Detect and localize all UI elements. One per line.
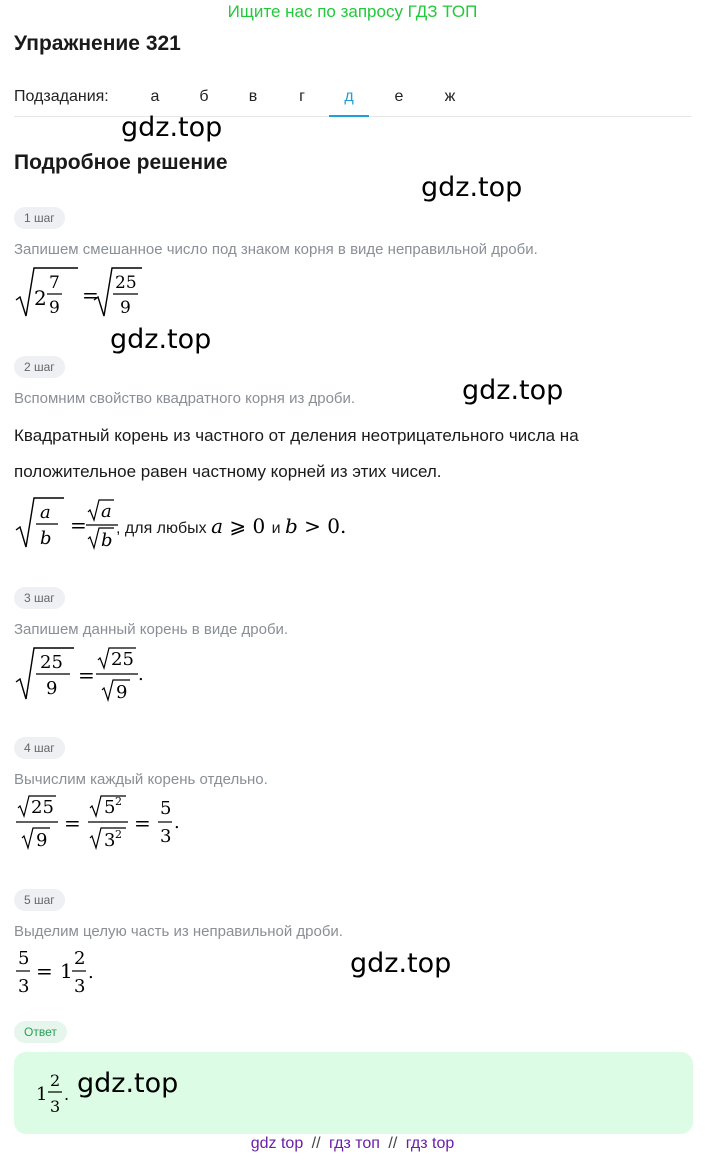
svg-text:=: = [64,811,81,835]
formula-step-3 [14,644,154,706]
step-badge: 2 шаг [14,356,65,378]
subtask-label: Подзадания: [14,88,109,105]
svg-text:=: = [82,283,99,307]
formula-step-5 [14,944,114,1000]
watermark: gdz.top [462,375,564,406]
svg-text:5: 5 [18,948,30,969]
tab-b[interactable]: б [199,88,209,105]
formula-condition-and: и [271,520,281,537]
formula-condition: , для любых a ⩾ 0 и b > 0. [116,514,347,538]
svg-text:3: 3 [50,1097,61,1116]
tab-d[interactable]: д [329,88,369,117]
svg-text:.: . [64,1085,70,1104]
step-description: Вспомним свойство квадратного корня из дроби. [14,390,356,407]
svg-text:=: = [134,811,151,835]
formula-condition-text: , для любых [116,520,207,537]
svg-text:=: = [36,959,53,983]
svg-text:2: 2 [115,828,122,841]
step-badge: 1 шаг [14,207,65,229]
tab-zh[interactable]: ж [444,88,456,105]
svg-text:9: 9 [49,298,60,318]
svg-text:3: 3 [104,830,116,851]
svg-text:9: 9 [36,830,48,851]
footer-link[interactable]: gdz top [250,1135,304,1152]
svg-text:1: 1 [60,959,73,983]
tab-a[interactable]: а [150,88,160,105]
svg-text:5: 5 [160,798,172,819]
svg-text:2: 2 [50,1071,61,1090]
svg-text:.: . [88,962,94,983]
svg-text:=: = [70,513,87,537]
watermark: gdz.top [421,172,523,203]
svg-text:5: 5 [104,797,116,818]
svg-text:25: 25 [111,649,134,670]
svg-text:3: 3 [160,826,172,847]
step-description: Запишем смешанное число под знаком корня в виде неправильной дроби. [14,241,538,258]
answer-formula [34,1070,78,1126]
solution-heading: Подробное решение [14,151,228,174]
svg-text:.: . [138,664,144,685]
svg-text:a: a [40,502,51,523]
svg-text:25: 25 [31,797,54,818]
footer-separator: // [388,1135,398,1152]
svg-text:3: 3 [74,976,86,997]
svg-text:=: = [78,663,95,687]
rule-text: положительное равен частному корней из этих чисел. [14,462,442,481]
svg-text:9: 9 [120,298,131,318]
footer-separator: // [311,1135,321,1152]
formula-step-2 [14,492,124,554]
step-description: Запишем данный корень в виде дроби. [14,621,289,638]
svg-text:2: 2 [74,948,86,969]
watermark: gdz.top [121,112,223,143]
step-description: Вычислим каждый корень отдельно. [14,771,268,788]
footer-link[interactable]: гдз топ [329,1135,380,1152]
search-banner: Ищите нас по запросу ГДЗ ТОП [227,2,478,21]
page-title: Упражнение 321 [14,32,181,55]
svg-text:.: . [174,812,180,833]
svg-text:3: 3 [18,976,30,997]
svg-text:2: 2 [115,795,122,808]
tab-e[interactable]: е [394,88,404,105]
step-badge: 3 шаг [14,587,65,609]
watermark: gdz.top [110,324,212,355]
svg-text:b: b [101,530,113,551]
svg-text:25: 25 [40,652,63,673]
svg-text:b: b [40,528,52,549]
step-badge: 4 шаг [14,737,65,759]
tab-g[interactable]: г [299,88,305,105]
svg-text:a: a [101,501,112,522]
footer-link[interactable]: гдз top [405,1135,455,1152]
footer-links [0,1135,705,1153]
svg-text:7: 7 [49,273,60,293]
answer-badge: Ответ [14,1021,67,1043]
formula-step-1 [14,264,154,322]
svg-text:9: 9 [116,682,128,703]
formula-step-4 [14,794,194,856]
rule-text: Квадратный корень из частного от деления неотрицательного числа на [14,426,579,445]
step-description: Выделим целую часть из неправильной дроби. [14,923,343,940]
tab-v[interactable]: в [248,88,258,105]
step-badge: 5 шаг [14,889,65,911]
svg-text:9: 9 [46,678,58,699]
svg-text:1: 1 [36,1084,48,1105]
svg-text:2: 2 [34,286,47,310]
svg-text:25: 25 [115,273,137,293]
subtask-nav [14,86,691,117]
watermark: gdz.top [77,1068,179,1099]
watermark: gdz.top [350,948,452,979]
